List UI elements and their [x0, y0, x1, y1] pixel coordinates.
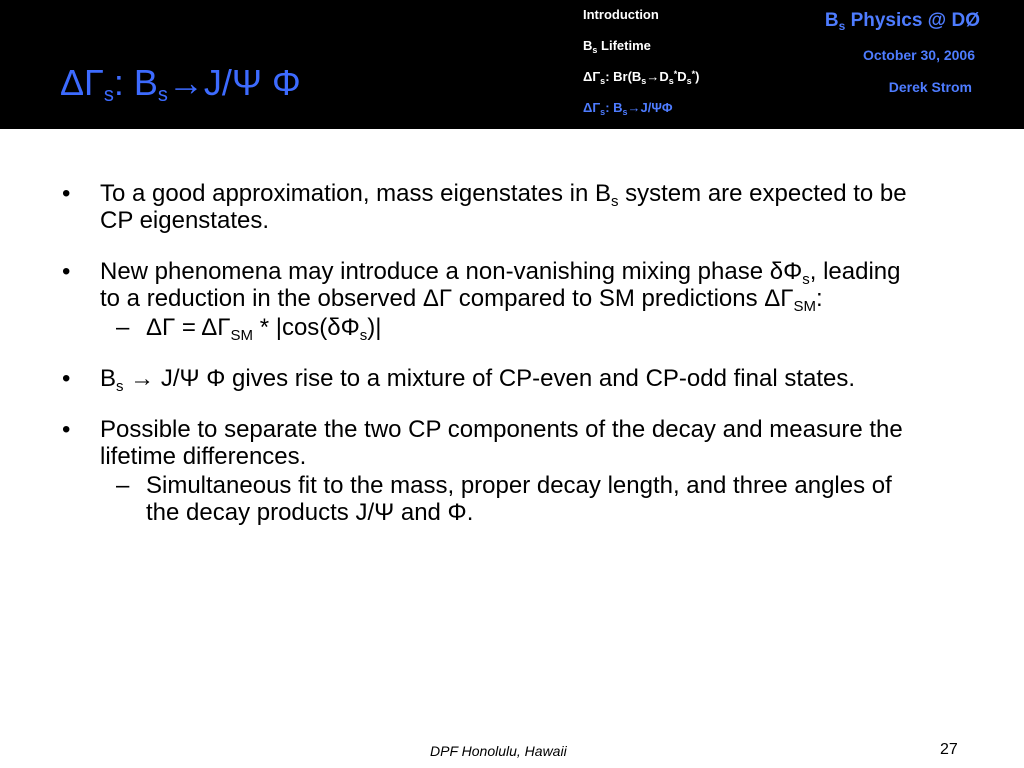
- bullet-marker: •: [62, 416, 71, 443]
- slide-content: [0, 180, 1024, 550]
- bullet-item: • To a good approximation, mass eigenstates in $B_s$ system are expected to be CP eigenstates.: [62, 180, 907, 234]
- footer-venue: DPF Honolulu, Hawaii: [430, 743, 567, 759]
- talk-date: October 30, 2006: [862, 47, 975, 63]
- talk-title: $B_s$ Physics @ DØ: [824, 10, 980, 33]
- talk-author: Derek Strom: [888, 79, 972, 95]
- nav-item-delta-gamma-br[interactable]: $\Delta\Gamma_s$: $Br(B_s\to D_s^*D_s^*)$: [583, 69, 700, 86]
- sub-bullet-item: – Simultaneous fit to the mass, proper decay length, and three angles of the decay products J/Ψ and Φ.: [116, 472, 892, 526]
- page-number: 27: [940, 741, 958, 758]
- bullet-item: • New phenomena may introduce a non-vanishing mixing phase $\delta\Phi_s$, leading to a reduction in the observed ΔΓ compared to SM predictions $\Delta\Gamma_{SM}$: – $\Delta\Gamma = \Delta\Gamma_{SM} * |\cos(\delta\Phi_s)|$: [0, 258, 910, 341]
- sub-bullet-marker: –: [116, 314, 130, 341]
- bullet-item: • $B_s \to J/\Psi$ Φ gives rise to a mixture of CP-even and CP-odd final states.: [62, 365, 856, 395]
- bullet-marker: •: [62, 180, 71, 207]
- slide-header: [0, 0, 1024, 129]
- nav-item-introduction[interactable]: Introduction: [583, 7, 659, 22]
- bullet-marker: •: [62, 258, 71, 285]
- bullet-item: • Possible to separate the two CP components of the decay and measure the lifetime differences. – Simultaneous fit to the mass, proper decay length, and three angles of the decay products J/Ψ and Φ.: [0, 416, 910, 526]
- sub-bullet-marker: –: [116, 472, 130, 499]
- slide-title: $\Delta\Gamma_s$: $B_s\to J/\Psi$ Φ: [60, 62, 301, 106]
- nav-item-bs-lifetime[interactable]: $B_s$ Lifetime: [583, 38, 651, 55]
- sub-bullet-item: – $\Delta\Gamma = \Delta\Gamma_{SM} * |\cos(\delta\Phi_s)|$: [116, 314, 382, 344]
- bullet-marker: •: [62, 365, 71, 392]
- nav-item-delta-gamma-jpsi-phi[interactable]: $\Delta\Gamma_s$: $B_s\to J/\Psi\Phi$: [583, 100, 673, 117]
